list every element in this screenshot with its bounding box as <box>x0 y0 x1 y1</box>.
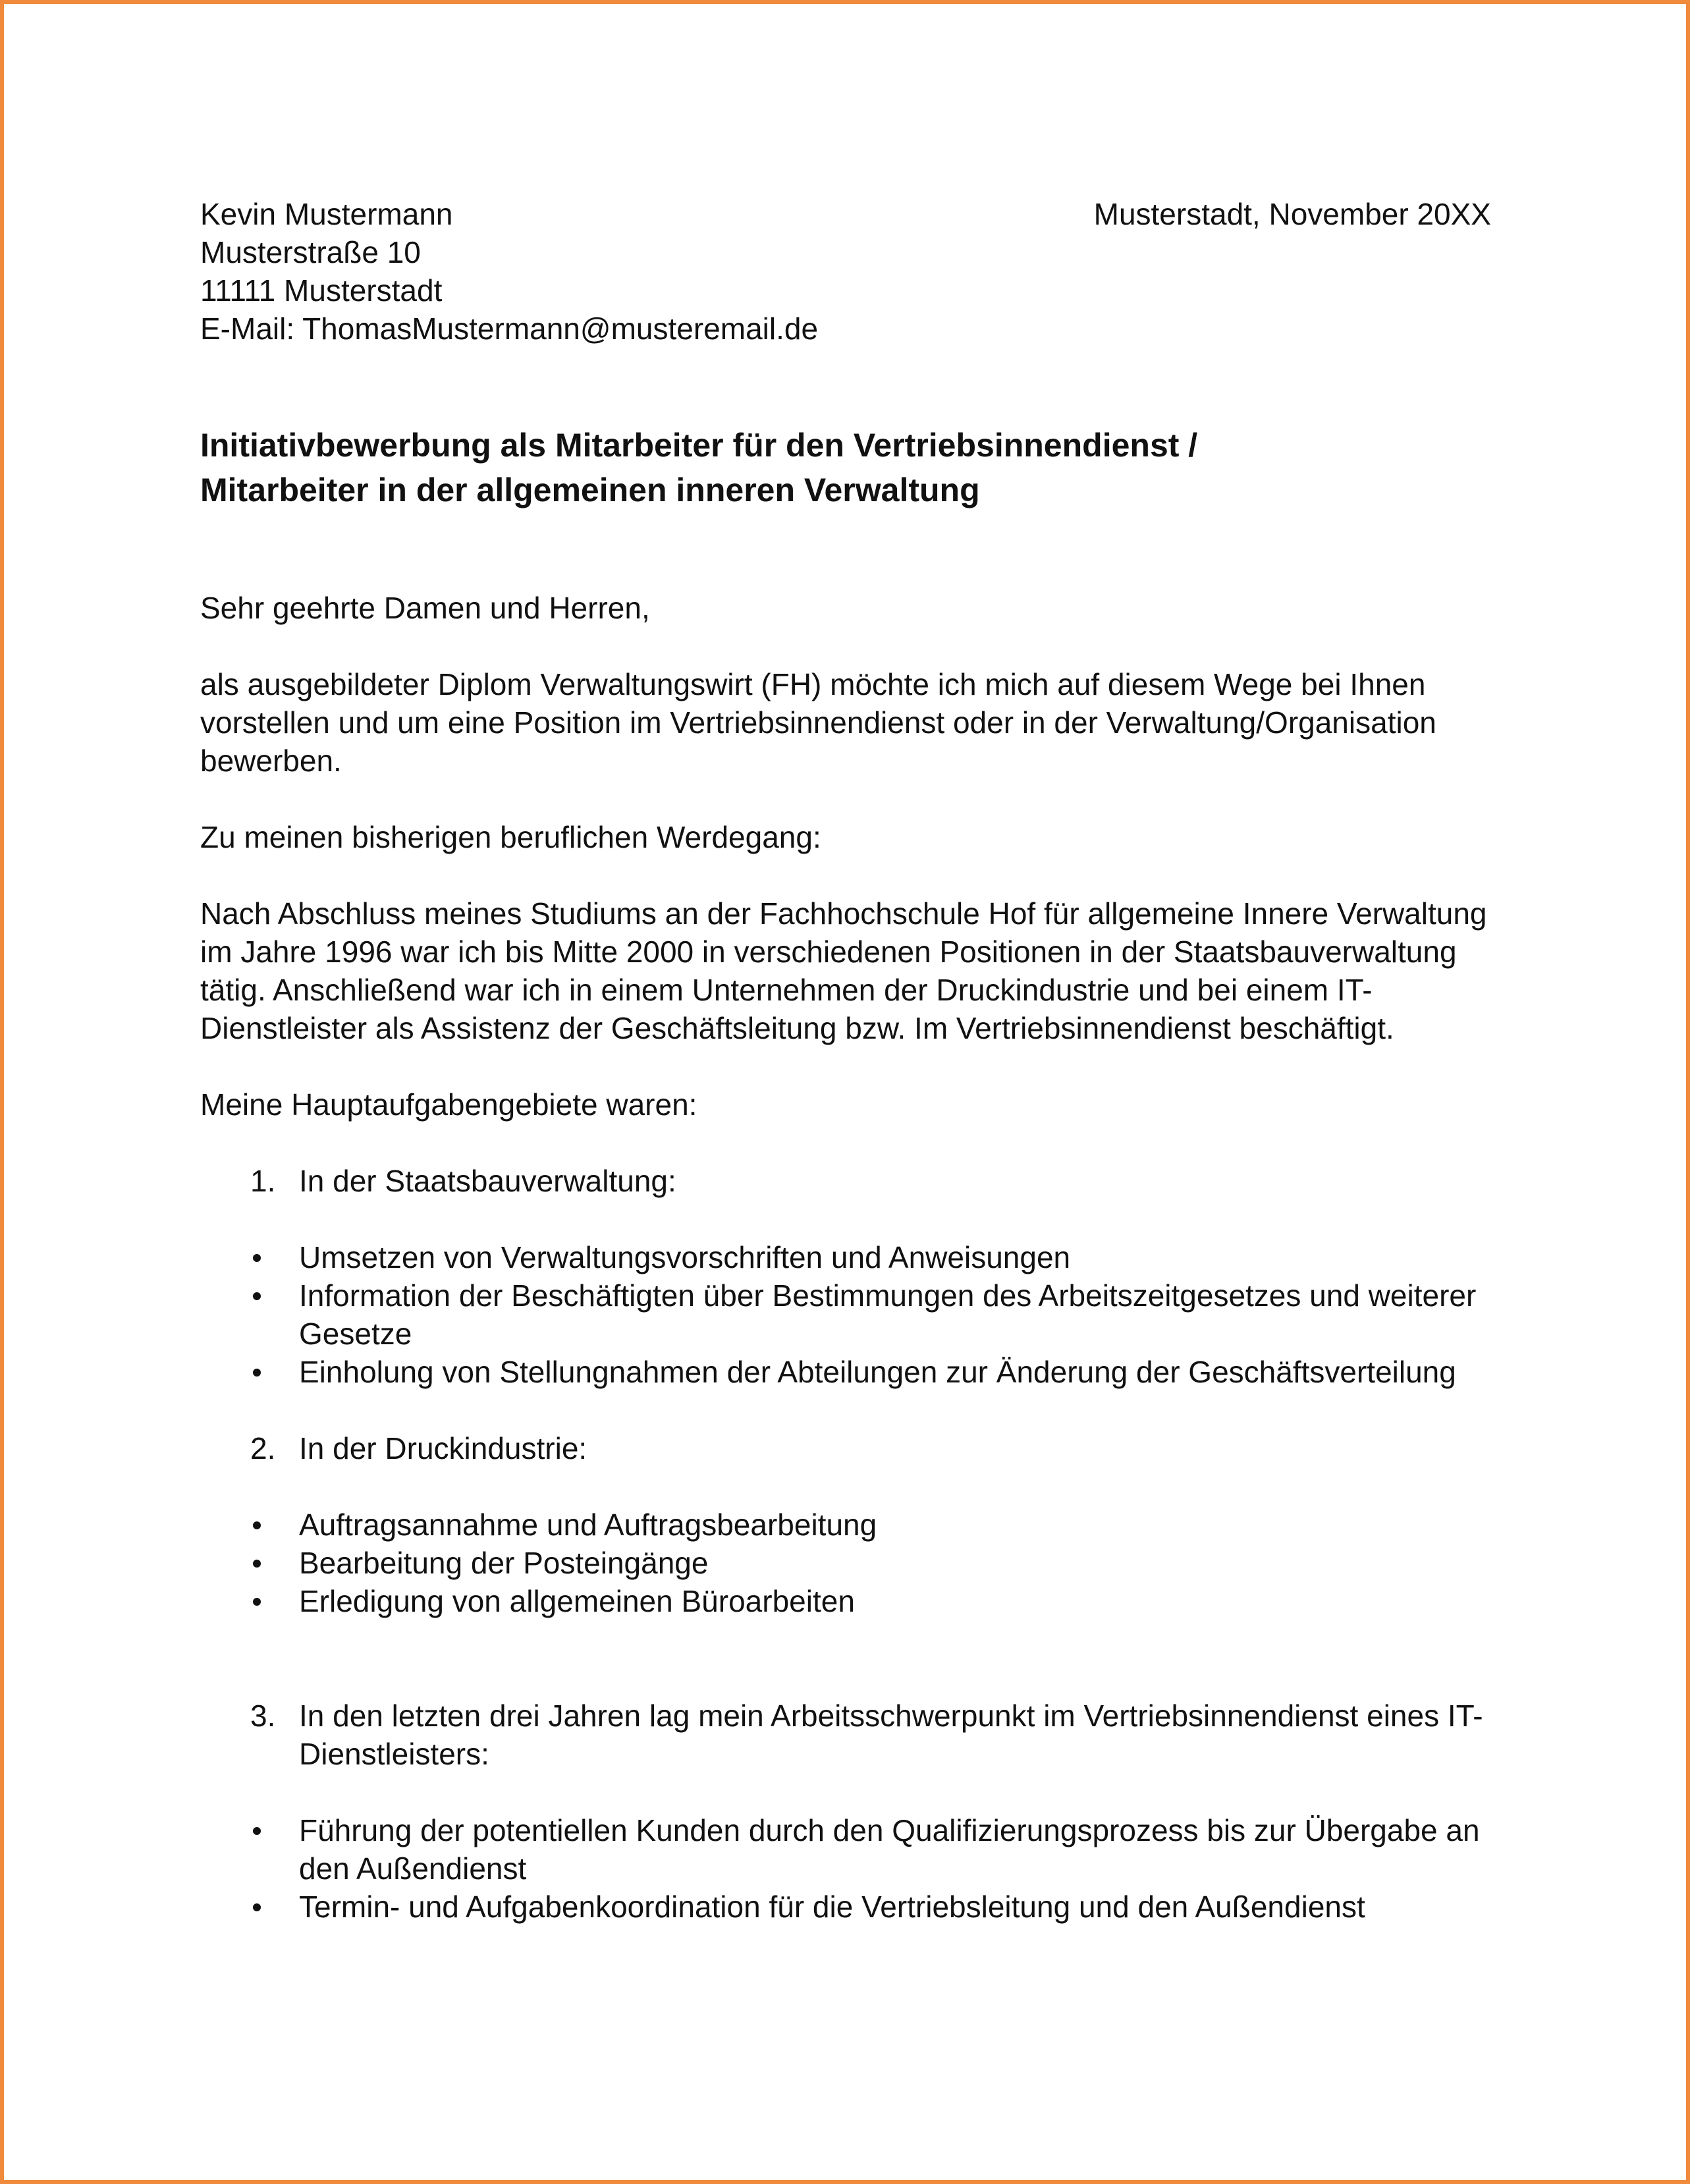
career-heading: Zu meinen bisherigen beruflichen Werdegang: <box>200 820 821 854</box>
letter-body <box>200 195 1491 1926</box>
bullet-list <box>200 1811 1491 1926</box>
bullet-icon <box>200 1506 299 1544</box>
list-item: Information der Beschäftigten über Bestimmungen des Arbeitszeitgesetzes und weiterer Gesetze <box>200 1276 1491 1353</box>
list-item: Umsetzen von Verwaltungsvorschriften und Anweisungen <box>200 1238 1491 1276</box>
bullet-icon <box>200 1888 299 1926</box>
bullet-icon <box>200 1353 299 1391</box>
bullet-icon <box>200 1582 299 1620</box>
career-paragraph: Nach Abschluss meines Studiums an der Fachhochschule Hof für allgemeine Innere Verwaltung im Jahre 1996 war ich bis Mitte 2000 in verschiedenen Positionen in der Staatsbauverwaltung tätig. Anschließend war ich in einem Unternehmen der Druckindustrie und bei einem IT-Dienstleister als Assistenz der Geschäftsleitung bzw. Im Vertriebsinnendienst beschäftigt. <box>200 896 1487 1045</box>
letter-header <box>200 195 1491 348</box>
section-title: In der Druckindustrie: <box>299 1431 587 1465</box>
bullet-list <box>200 1506 1491 1620</box>
subject-line-2: Mitarbeiter in der allgemeinen inneren Verwaltung <box>200 472 980 508</box>
list-item: Auftragsannahme und Auftragsbearbeitung <box>200 1506 1491 1544</box>
section-number: 3. <box>250 1699 276 1733</box>
place-date: Musterstadt, November 20XX <box>1093 197 1491 231</box>
list-item: Erledigung von allgemeinen Büroarbeiten <box>200 1582 1491 1620</box>
section-number: 1. <box>250 1164 276 1198</box>
section-item <box>200 1429 1491 1467</box>
sender-email: E-Mail: ThomasMustermann@musteremail.de <box>200 312 819 346</box>
tasks-heading: Meine Hauptaufgabengebiete waren: <box>200 1087 697 1122</box>
sender-street: Musterstraße 10 <box>200 235 421 269</box>
bullet-icon <box>200 1238 299 1276</box>
salutation: Sehr geehrte Damen und Herren, <box>200 591 650 625</box>
subject-line <box>200 423 1491 512</box>
list-item: Führung der potentiellen Kunden durch den Qualifizierungsprozess bis zur Übergabe an den Außendienst <box>200 1811 1491 1888</box>
section-title: In der Staatsbauverwaltung: <box>299 1164 676 1198</box>
subject-line-1: Initiativbewerbung als Mitarbeiter für den Vertriebsinnendienst / <box>200 427 1198 464</box>
section-number: 2. <box>250 1431 276 1465</box>
intro-paragraph: als ausgebildeter Diplom Verwaltungswirt (FH) möchte ich mich auf diesem Wege bei Ihnen vorstellen und um eine Position im Vertriebsinnendienst oder in der Verwaltung/Organisation bewerben. <box>200 667 1436 778</box>
list-item: Bearbeitung der Posteingänge <box>200 1544 1491 1582</box>
sender-name: Kevin Mustermann <box>200 197 453 231</box>
list-item: Termin- und Aufgabenkoordination für die Vertriebsleitung und den Außendienst <box>200 1888 1491 1926</box>
sender-address <box>200 195 1056 348</box>
sender-city: 11111 Musterstadt <box>200 273 443 308</box>
bullet-icon <box>200 1811 299 1888</box>
bullet-list <box>200 1238 1491 1391</box>
section-title: In den letzten drei Jahren lag mein Arbeitsschwerpunkt im Vertriebsinnendienst eines IT-Dienstleisters: <box>299 1699 1483 1771</box>
list-item: Einholung von Stellungnahmen der Abteilungen zur Änderung der Geschäftsverteilung <box>200 1353 1491 1391</box>
bullet-icon <box>200 1276 299 1353</box>
bullet-icon <box>200 1544 299 1582</box>
section-item <box>200 1162 1491 1200</box>
section-item <box>200 1697 1491 1773</box>
